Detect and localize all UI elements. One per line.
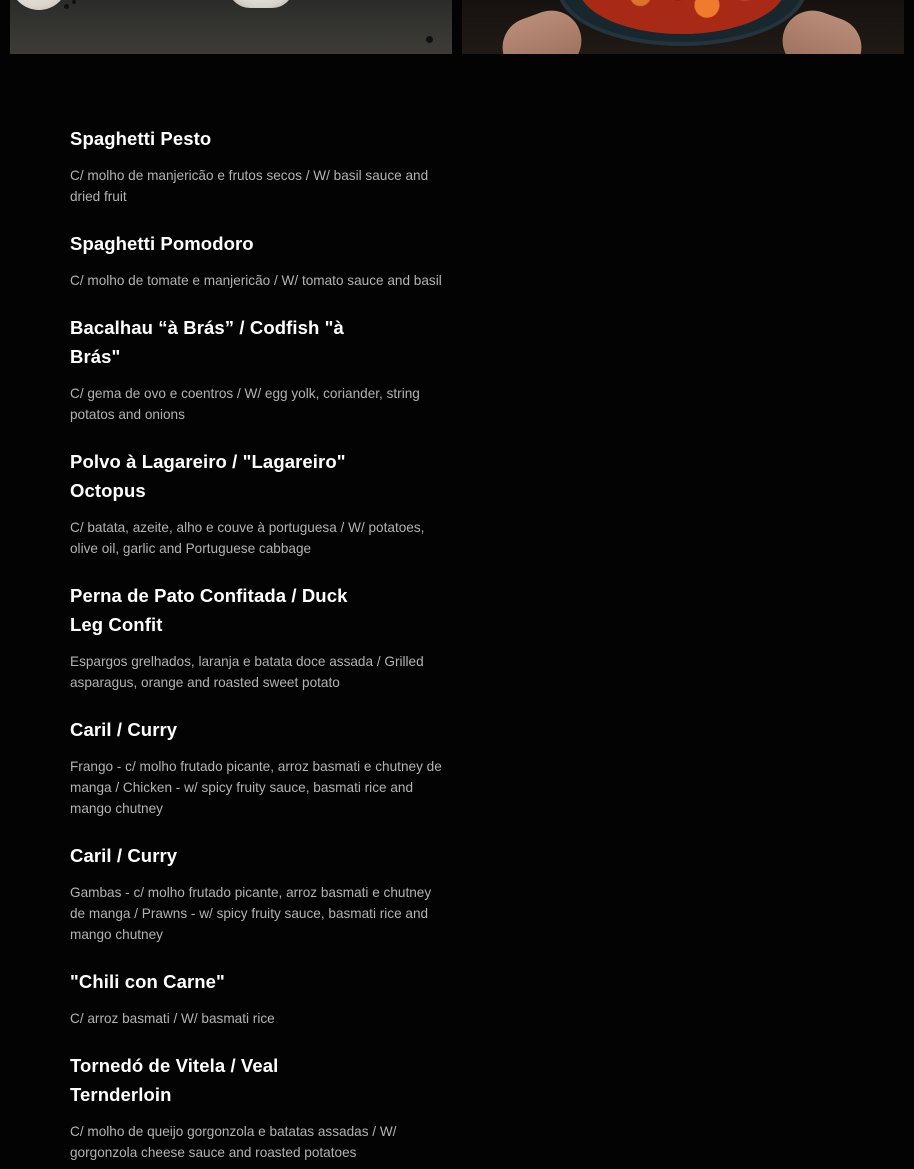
menu-item xyxy=(70,447,450,559)
pepper-speck-icon xyxy=(64,4,69,9)
pepper-speck-icon xyxy=(426,36,433,43)
menu-item xyxy=(70,1051,450,1163)
menu-item xyxy=(70,124,450,207)
food-photo-right xyxy=(462,0,904,54)
menu-item xyxy=(70,967,450,1029)
dish-name: "Chili con Carne" xyxy=(70,971,225,992)
menu-item xyxy=(70,841,450,945)
dish-name: Spaghetti Pesto xyxy=(70,128,212,149)
menu-item xyxy=(70,229,450,291)
dish-description: C/ gema de ovo e coentros / W/ egg yolk, coriander, string potatos and onions xyxy=(70,386,420,422)
dish-name: Caril / Curry xyxy=(70,845,178,866)
dish-name: Perna de Pato Confitada / Duck Leg Confit xyxy=(70,585,348,635)
dish-name: Caril / Curry xyxy=(70,719,178,740)
dish-description: C/ molho de tomate e manjericão / W/ tomato sauce and basil xyxy=(70,273,442,288)
dish-description: Espargos grelhados, laranja e batata doce assada / Grilled asparagus, orange and roasted sweet potato xyxy=(70,654,424,690)
food-photo-left xyxy=(10,0,452,54)
menu-item xyxy=(70,313,450,425)
dish-description: C/ batata, azeite, alho e couve à portuguesa / W/ potatoes, olive oil, garlic and Portuguese cabbage xyxy=(70,520,425,556)
white-bowl-icon xyxy=(228,0,294,8)
dish-description: Gambas - c/ molho frutado picante, arroz basmati e chutney de manga / Prawns - w/ spicy fruity sauce, basmati rice and mango chutney xyxy=(70,885,432,942)
white-bowl-icon xyxy=(10,0,68,10)
dish-name: Polvo à Lagareiro / "Lagareiro" Octopus xyxy=(70,451,346,501)
dish-description: C/ molho de queijo gorgonzola e batatas assadas / W/ gorgonzola cheese sauce and roasted potatoes xyxy=(70,1124,397,1160)
dish-name: Bacalhau “à Brás” / Codfish "à Brás" xyxy=(70,317,344,367)
menu-item xyxy=(70,715,450,819)
dish-name: Spaghetti Pomodoro xyxy=(70,233,254,254)
menu-item xyxy=(70,581,450,693)
menu-list xyxy=(70,124,450,1169)
dish-name: Tornedó de Vitela / Veal Ternderloin xyxy=(70,1055,279,1105)
dish-description: C/ arroz basmati / W/ basmati rice xyxy=(70,1011,275,1026)
dish-description: Frango - c/ molho frutado picante, arroz basmati e chutney de manga / Chicken - w/ spicy fruity sauce, basmati rice and mango chutney xyxy=(70,759,442,816)
dish-description: C/ molho de manjericão e frutos secos / W/ basil sauce and dried fruit xyxy=(70,168,429,204)
pepper-speck-icon xyxy=(72,0,76,4)
